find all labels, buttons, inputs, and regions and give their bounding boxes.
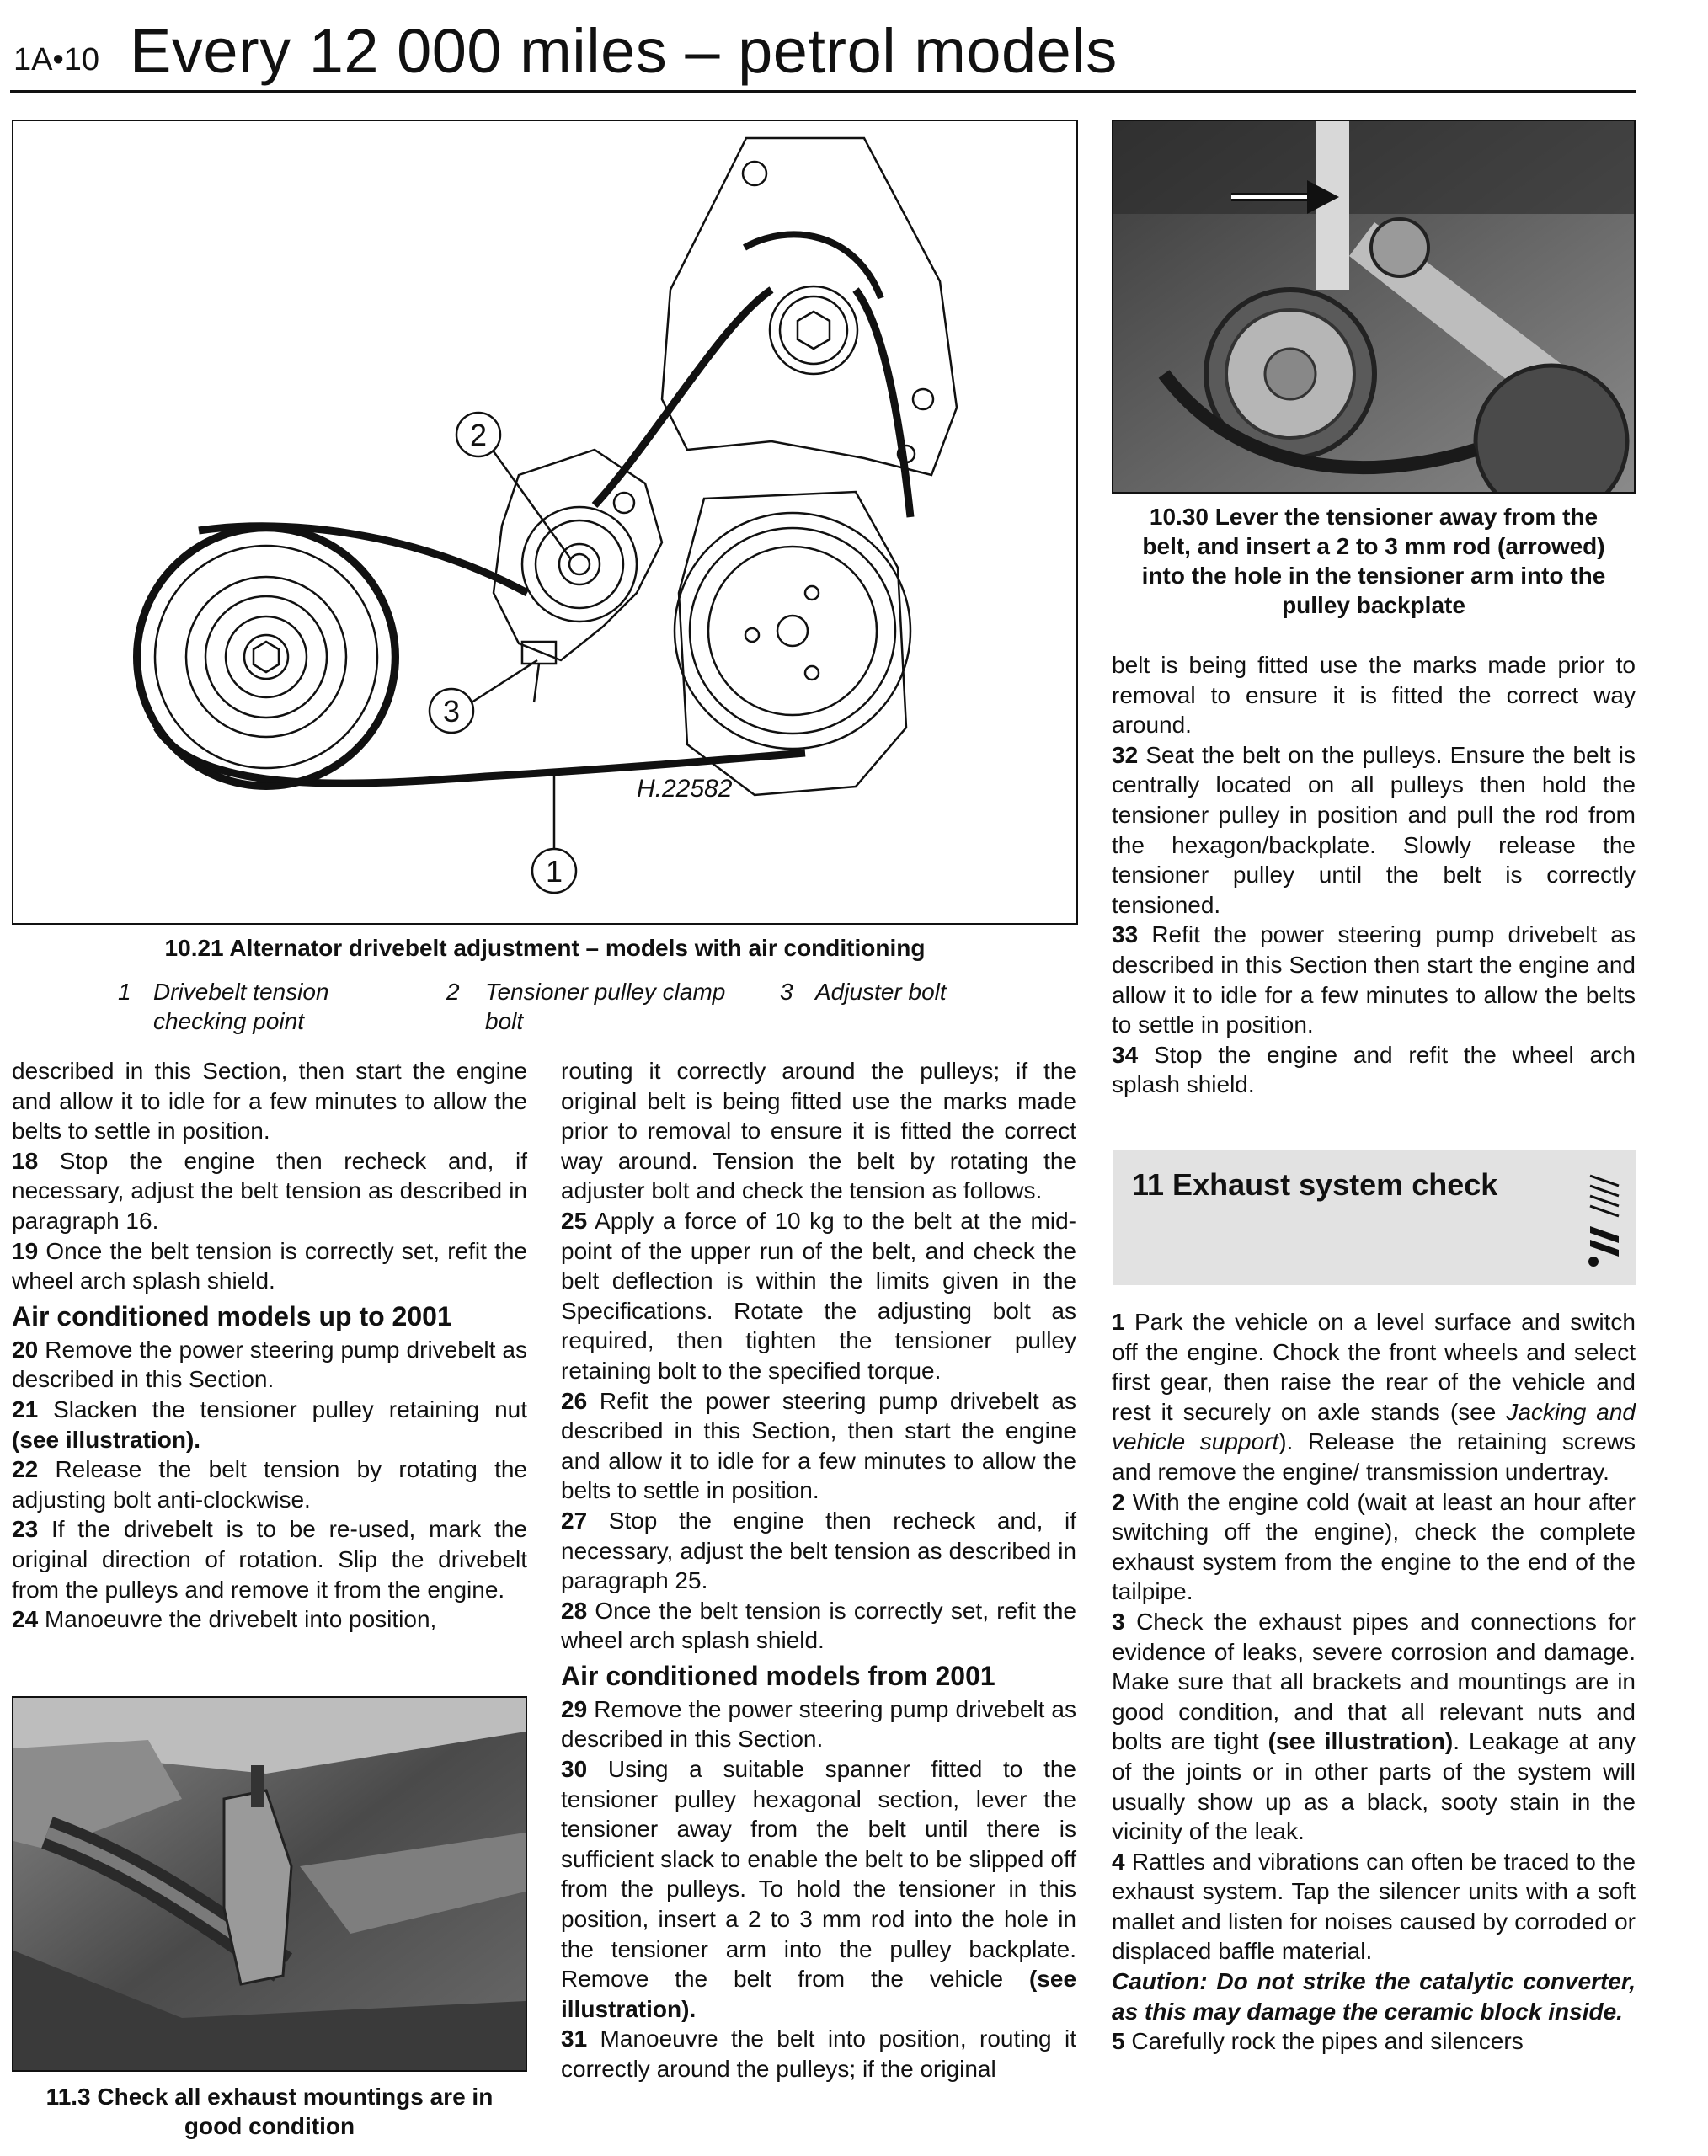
paragraph-text: Remove the power steering pump drivebelt as described in this Section. <box>561 1695 1077 1753</box>
legend-num: 1 <box>118 979 131 1005</box>
legend-item-1 <box>118 977 131 1006</box>
drivebelt-diagram <box>12 120 1078 925</box>
paragraph-31 <box>561 2024 1076 2084</box>
text-column-1 <box>12 1056 527 1635</box>
paragraph-text: Check the exhaust pipes and connections for evidence of leaks, severe corrosion and damage. Make sure that all brackets and mountings are in good condition, and that all relevant nuts and bolts are tight <box>1112 1608 1636 1755</box>
paragraph-number: 34 <box>1112 1041 1139 1068</box>
tensioner-photo <box>1112 120 1636 494</box>
legend-num: 2 <box>446 979 460 1005</box>
paragraph-number: 32 <box>1112 741 1139 768</box>
paragraph <box>561 1056 1076 1206</box>
callout-3: 3 <box>442 694 461 728</box>
paragraph-33 <box>1112 920 1636 1039</box>
paragraph-number: 5 <box>1112 2028 1125 2055</box>
page-number: 1A•10 <box>13 42 100 77</box>
paragraph-number: 26 <box>561 1387 588 1414</box>
paragraph-24 <box>12 1604 527 1635</box>
paragraph-text: With the engine cold (wait at least an hour after switching off the engine), check the complete exhaust system from the engine to the end of the tailpipe. <box>1112 1488 1636 1605</box>
caption-line: into the hole in the tensioner arm into the <box>1141 563 1606 589</box>
paragraph-number: 31 <box>561 2025 588 2052</box>
paragraph-text: Carefully rock the pipes and silencers <box>1131 2028 1524 2055</box>
legend-item-3 <box>780 977 793 1006</box>
paragraph-34 <box>1112 1040 1636 1100</box>
paragraph-number: 3 <box>1112 1608 1125 1635</box>
paragraph <box>12 1056 527 1146</box>
drivebelt-diagram-drawing <box>13 121 1076 923</box>
paragraph-text: ). Release the retaining screws and remove the engine/ transmission undertray. <box>1112 1428 1636 1485</box>
paragraph-text: Using a suitable spanner fitted to the tensioner pulley hexagonal section, lever the tensioner away from the belt until there is sufficient slack to enable the belt to be slipped off from the pulleys. To hold the tensioner in this position, insert a 2 to 3 mm rod into the hole in the tensioner arm into the pulley backplate. Remove the belt from the vehicle <box>561 1756 1076 1993</box>
page-title: Every 12 000 miles – petrol models <box>130 16 1118 86</box>
legend-line: Adjuster bolt <box>815 979 947 1005</box>
caption-line: 10.30 Lever the tensioner away from the <box>1149 504 1599 530</box>
legend-line: checking point <box>153 1008 305 1034</box>
paragraph-text: Apply a force of 10 kg to the belt at the mid-point of the upper run of the belt, and check the belt deflection is within the limits given in the Specifications. Rotate the adjusting bolt as required, then tighten the tensioner pulley retaining bolt to the specified torque. <box>561 1207 1077 1384</box>
paragraph-number: 28 <box>561 1597 588 1624</box>
paragraph-20 <box>12 1335 527 1395</box>
paragraph-5 <box>1112 2026 1636 2057</box>
exhaust-mounting-photo <box>12 1696 527 2072</box>
paragraph-number: 33 <box>1112 921 1139 948</box>
paragraph-number: 25 <box>561 1207 588 1234</box>
illustration-reference: (see illustration). <box>12 1426 201 1453</box>
figure-11-3-caption <box>12 2082 527 2141</box>
paragraph-text: Release the belt tension by rotating the adjusting bolt anti-clockwise. <box>12 1456 528 1513</box>
subheading: Air conditioned models from 2001 <box>561 1660 995 1691</box>
paragraph-number: 29 <box>561 1695 588 1722</box>
exhaust-mounting-photo-image <box>13 1698 526 2070</box>
paragraph-text: If the drivebelt is to be re-used, mark the original direction of rotation. Slip the drivebelt from the pulleys and remove it from the engine. <box>12 1516 527 1603</box>
legend-line: Drivebelt tension <box>153 979 329 1005</box>
tensioner-photo-image <box>1113 121 1634 492</box>
illustration-reference: (see illustration). <box>561 1966 1077 2022</box>
legend-text-2 <box>485 977 725 1036</box>
paragraph-number: 30 <box>561 1756 588 1783</box>
legend-item-2 <box>446 977 460 1006</box>
paragraph-22 <box>12 1454 527 1514</box>
illustration-reference: (see illustration) <box>1268 1728 1454 1755</box>
paragraph-text: Once the belt tension is correctly set, refit the wheel arch splash shield. <box>561 1597 1076 1654</box>
paragraph-number: 24 <box>12 1606 39 1633</box>
text-column-3-lower <box>1112 1307 1636 2057</box>
caution-note: Caution: Do not strike the catalytic converter, as this may damage the ceramic block inside. <box>1112 1968 1636 2025</box>
paragraph-text: Seat the belt on the pulleys. Ensure the belt is centrally located on all pulleys then hold the tensioner pulley in position and pull the rod from the hexagon/backplate. Slowly release the tensioner pulley until the belt is correctly tensioned. <box>1112 741 1636 918</box>
callout-2: 2 <box>469 418 488 452</box>
figure-10-21-legend <box>12 977 1078 1041</box>
paragraph-text: Stop the engine then recheck and, if necessary, adjust the belt tension as described in paragraph 16. <box>12 1147 527 1234</box>
paragraph-text: Stop the engine then recheck and, if necessary, adjust the belt tension as described in paragraph 25. <box>561 1507 1076 1594</box>
text-column-3-upper <box>1112 650 1636 1100</box>
paragraph-19 <box>12 1236 527 1296</box>
paragraph-text: Stop the engine and refit the wheel arch splash shield. <box>1112 1041 1636 1098</box>
legend-line: bolt <box>485 1008 524 1034</box>
paragraph-27 <box>561 1506 1076 1596</box>
paragraph-3 <box>1112 1607 1636 1847</box>
section-11-heading-box <box>1113 1150 1636 1285</box>
paragraph-text: Refit the power steering pump drivebelt as described in this Section, then start the engine and allow it to idle for a few minutes to allow the belts to settle in position. <box>561 1387 1076 1504</box>
figure-10-21-caption: 10.21 Alternator drivebelt adjustment – models with air conditioning <box>164 935 926 961</box>
paragraph-28 <box>561 1596 1076 1656</box>
legend-text-1 <box>153 977 329 1036</box>
paragraph-text: Once the belt tension is correctly set, refit the wheel arch splash shield. <box>12 1237 527 1294</box>
paragraph-1 <box>1112 1307 1636 1487</box>
caption-line: 11.3 Check all exhaust mountings are in <box>45 2084 494 2110</box>
diagram-code: H.22582 <box>637 775 733 803</box>
legend-line: Tensioner pulley clamp <box>485 979 726 1005</box>
paragraph-25 <box>561 1206 1076 1386</box>
caption-line: pulley backplate <box>1282 592 1465 618</box>
difficulty-rating-icon <box>1585 1167 1624 1268</box>
legend-text-3 <box>815 977 947 1006</box>
paragraph-number: 22 <box>12 1456 39 1483</box>
cross-reference: Jacking and vehicle support <box>1112 1398 1636 1455</box>
figure-10-30-caption <box>1112 502 1636 620</box>
caption-line: belt, and insert a 2 to 3 mm rod (arrowed) <box>1142 533 1605 559</box>
paragraph-23 <box>12 1514 527 1604</box>
text-column-2 <box>561 1056 1076 2084</box>
section-title: 11 Exhaust system check <box>1132 1167 1498 1202</box>
paragraph-number: 2 <box>1112 1488 1125 1515</box>
paragraph-number: 20 <box>12 1336 39 1363</box>
paragraph-30 <box>561 1754 1076 2024</box>
paragraph-text: . Leakage at any of the joints or in other parts of the system will usually show up as a black, sooty stain in the vicinity of the leak. <box>1112 1728 1636 1845</box>
legend-num: 3 <box>780 979 793 1005</box>
paragraph-21 <box>12 1395 527 1454</box>
paragraph-number: 27 <box>561 1507 588 1534</box>
paragraph-4 <box>1112 1847 1636 1967</box>
paragraph-text: Manoeuvre the belt into position, routing it correctly around the pulleys; if the original <box>561 2025 1077 2082</box>
header-rule <box>10 90 1636 93</box>
caption-line: good condition <box>184 2113 355 2139</box>
paragraph-number: 19 <box>12 1237 39 1264</box>
paragraph-32 <box>1112 740 1636 921</box>
subheading: Air conditioned models up to 2001 <box>12 1300 452 1331</box>
paragraph-18 <box>12 1146 527 1236</box>
callout-1: 1 <box>545 854 563 889</box>
paragraph-number: 4 <box>1112 1848 1125 1875</box>
paragraph <box>1112 650 1636 740</box>
page-header <box>10 7 1636 91</box>
paragraph-number: 1 <box>1112 1309 1125 1335</box>
paragraph-text: Remove the power steering pump drivebelt as described in this Section. <box>12 1336 528 1393</box>
paragraph-29 <box>561 1694 1076 1754</box>
paragraph-text: routing it correctly around the pulleys; if the original belt is being fitted use the marks made prior to removal to ensure it is fitted the correct way around. Tension the belt by rotating the adjuster bolt and check the tension as follows. <box>561 1058 1076 1204</box>
paragraph-number: 21 <box>12 1396 39 1422</box>
paragraph-text: Refit the power steering pump drivebelt as described in this Section then start the engine and allow it to idle for a few minutes to allow the belts to settle in position. <box>1112 921 1636 1038</box>
paragraph-text: Park the vehicle on a level surface and switch off the engine. Chock the front wheels and select first gear, then raise the rear of the vehicle and rest it securely on axle stands (see <box>1112 1309 1636 1425</box>
paragraph-text: described in this Section, then start the engine and allow it to idle for a few minutes to allow the belts to settle in position. <box>12 1058 527 1145</box>
paragraph-26 <box>561 1386 1076 1506</box>
paragraph-text: Manoeuvre the drivebelt into position, <box>44 1606 437 1633</box>
paragraph-text: Slacken the tensioner pulley retaining nut <box>53 1396 528 1422</box>
paragraph-number: 18 <box>12 1147 39 1174</box>
paragraph-text: Rattles and vibrations can often be traced to the exhaust system. Tap the silencer units with a soft mallet and listen for noises caused by corroded or displaced baffle material. <box>1112 1848 1636 1965</box>
paragraph-text: belt is being fitted use the marks made prior to removal to ensure it is fitted the correct way around. <box>1112 652 1636 739</box>
paragraph-2 <box>1112 1487 1636 1607</box>
paragraph-number: 23 <box>12 1516 39 1543</box>
